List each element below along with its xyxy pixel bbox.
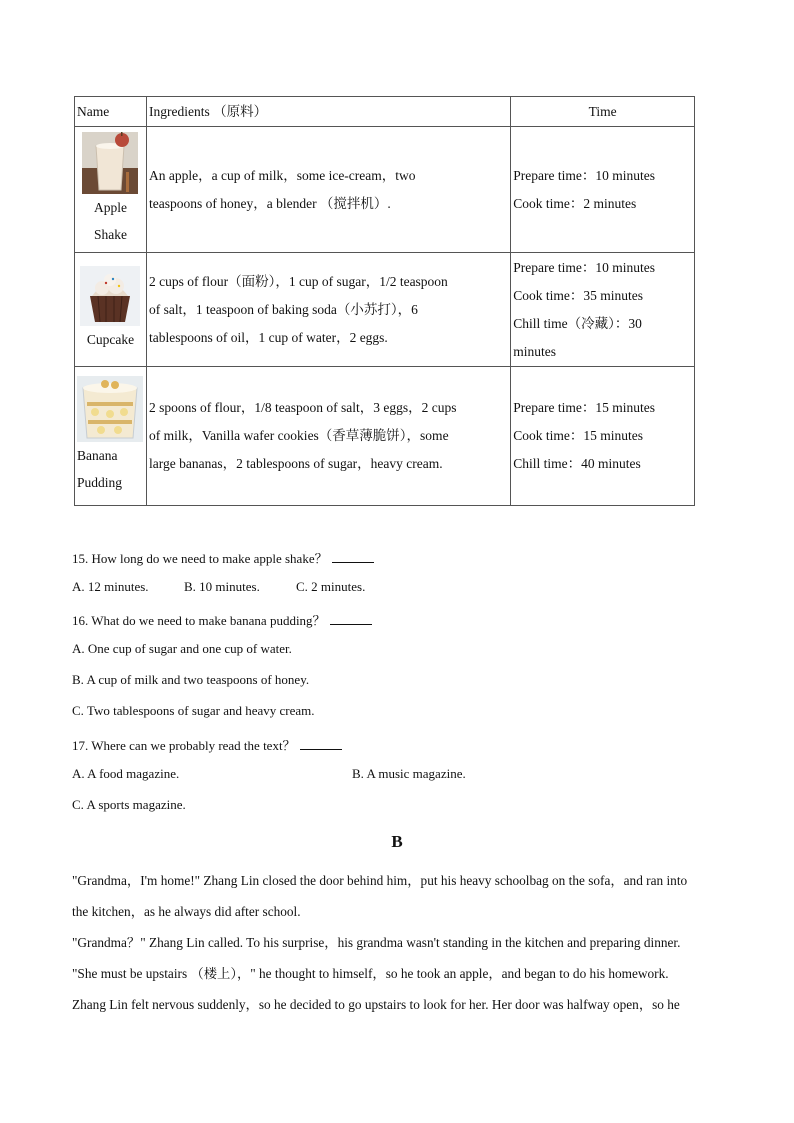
recipe-name: Shake	[93, 226, 127, 242]
recipe-name: Cupcake	[86, 332, 135, 347]
time-cell	[511, 127, 695, 253]
question-text: 17. Where can we probably read the text？	[72, 738, 296, 753]
question-15	[72, 548, 374, 567]
option-c[interactable]: C. Two tablespoons of sugar and heavy cream.	[72, 703, 315, 718]
section-title: B	[391, 832, 403, 851]
answer-blank[interactable]	[330, 612, 372, 625]
banana-pudding-photo	[77, 376, 143, 442]
recipe-name: Apple	[93, 199, 127, 215]
question-17-options	[72, 766, 466, 782]
header-time: Time	[511, 97, 695, 127]
header-name: Name	[75, 97, 147, 127]
passage-line: "Grandma，I'm home!" Zhang Lin closed the door behind him，put his heavy schoolbag on the sofa，and ran into	[72, 873, 688, 888]
time-cell	[511, 253, 695, 367]
ingredients-line: teaspoons of honey，a blender （搅拌机）.	[148, 195, 391, 211]
option-b[interactable]: B. A music magazine.	[352, 766, 466, 781]
ingredients-line: tablespoons of oil，1 cup of water，2 eggs.	[148, 329, 388, 345]
question-text: 15. How long do we need to make apple shake？	[72, 551, 328, 566]
ingredients-line: of salt，1 teaspoon of baking soda（小苏打），6	[148, 301, 418, 317]
passage-line: Zhang Lin felt nervous suddenly，so he decided to go upstairs to look for her. Her door was halfway open，so he	[72, 997, 680, 1012]
ingredients-cell	[146, 253, 510, 367]
cupcake-photo	[80, 266, 140, 326]
time-line: minutes	[513, 343, 557, 359]
table-row	[75, 253, 695, 367]
answer-blank[interactable]	[300, 737, 342, 750]
ingredients-cell	[146, 127, 510, 253]
question-15-options	[72, 579, 365, 595]
header-ingredients: Ingredients （原料）	[146, 97, 510, 127]
ingredients-line: of milk，Vanilla wafer cookies（香草薄脆饼），some	[148, 428, 449, 443]
question-16	[72, 610, 372, 629]
ingredients-line: An apple，a cup of milk，some ice-cream，two	[148, 167, 416, 183]
time-line: Cook time：2 minutes	[513, 195, 637, 211]
ingredients-line: 2 cups of flour（面粉），1 cup of sugar，1/2 teaspoon	[148, 273, 448, 289]
passage-line: the kitchen，as he always did after school.	[72, 904, 301, 919]
time-line: Chill time：40 minutes	[513, 456, 641, 471]
time-line: Chill time（冷藏）：30	[513, 315, 642, 331]
answer-blank[interactable]	[332, 550, 374, 563]
name-cell	[75, 253, 147, 367]
option-b[interactable]: B. A cup of milk and two teaspoons of honey.	[72, 672, 310, 687]
time-line: Prepare time：15 minutes	[513, 400, 656, 415]
table-row	[75, 127, 695, 253]
passage-line: "She must be upstairs （楼上），" he thought to himself，so he took an apple，and began to do his homework.	[72, 966, 669, 981]
recipe-name: Banana	[77, 448, 118, 463]
time-line: Prepare time：10 minutes	[513, 167, 656, 183]
option-a[interactable]: A. A food magazine.	[72, 766, 180, 781]
question-17	[72, 735, 342, 754]
option-b[interactable]: B. 10 minutes.	[184, 579, 260, 594]
question-text: 16. What do we need to make banana pudding？	[72, 613, 326, 628]
recipe-name: Pudding	[77, 475, 123, 490]
option-a[interactable]: A. One cup of sugar and one cup of water.	[72, 641, 292, 656]
time-line: Cook time：35 minutes	[513, 287, 644, 303]
name-cell	[75, 367, 147, 506]
passage-line: "Grandma？" Zhang Lin called. To his surprise，his grandma wasn't standing in the kitchen and preparing dinner.	[72, 935, 681, 950]
time-cell	[511, 367, 695, 506]
option-a[interactable]: A. 12 minutes.	[72, 579, 149, 594]
table-header-row	[75, 97, 695, 127]
time-line: Prepare time：10 minutes	[513, 259, 656, 275]
table-row	[75, 367, 695, 506]
ingredients-line: 2 spoons of flour，1/8 teaspoon of salt，3 eggs，2 cups	[148, 400, 457, 415]
ingredients-cell	[146, 367, 510, 506]
option-c[interactable]: C. 2 minutes.	[296, 579, 366, 594]
name-cell	[75, 127, 147, 253]
ingredients-line: large bananas，2 tablespoons of sugar，heavy cream.	[148, 456, 443, 471]
apple-shake-photo	[82, 132, 138, 194]
option-c[interactable]: C. A sports magazine.	[72, 797, 186, 812]
recipe-table	[74, 96, 695, 506]
time-line: Cook time：15 minutes	[513, 428, 644, 443]
